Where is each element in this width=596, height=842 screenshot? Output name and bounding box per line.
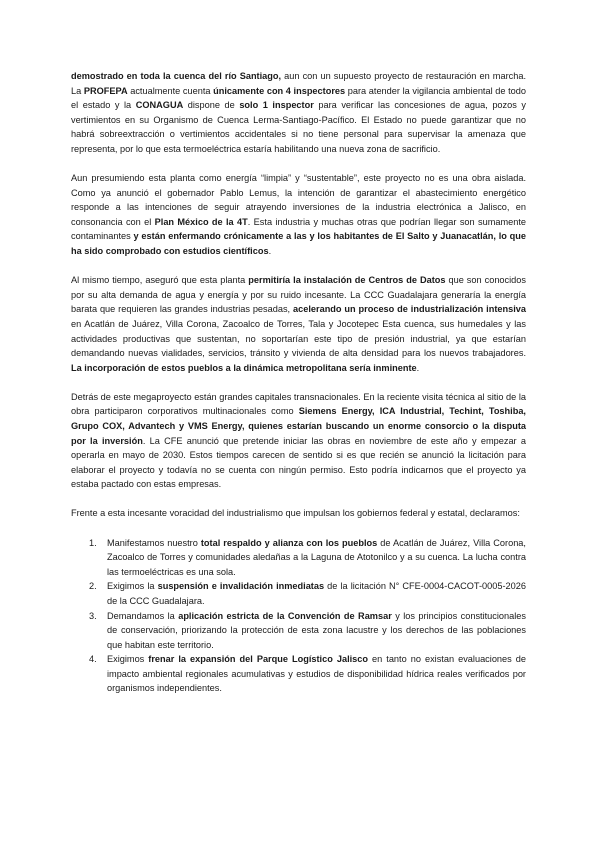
text-run: . Esta industria y muchas otras que podrían llegar son sumamente contaminantes	[71, 216, 526, 242]
bold-text-run: aplicación estricta de la Convención de Ramsar	[178, 610, 392, 621]
text-run: .	[268, 246, 272, 257]
text-run: Manifestamos nuestro	[107, 537, 201, 548]
text-run: para atender la vigilancia ambiental de todo el estado y la	[71, 85, 526, 111]
paragraph-declaration-intro	[71, 506, 526, 521]
demand-number: 4.	[89, 654, 97, 665]
text-run: de Acatlán de Juárez, Villa Corona, Zacoalco de Torres y comunidades aledañas a la Laguna de Atotonilco y a su cuenca. La lucha contra las termoeléctricas es una sola.	[107, 537, 526, 577]
demand-text	[107, 654, 526, 693]
paragraph-data-centers	[71, 273, 526, 375]
text-run: actualmente cuenta	[127, 85, 214, 96]
bold-text-run: total respaldo y alianza con los pueblos	[200, 537, 378, 548]
bold-text-run: acelerando un proceso de industrialización intensiva	[293, 304, 527, 315]
bold-text-run: Plan México de la 4T	[154, 216, 248, 227]
demand-text	[107, 611, 526, 650]
demand-number: 3.	[89, 610, 97, 621]
bold-text-run: permitiría la instalación de Centros de Datos	[248, 275, 446, 286]
text-run: Exigimos	[107, 654, 149, 665]
text-run: para verificar las concesiones de agua, pozos y vertimientos en su Organismo de Cuenca Lerma-Santiago-Pacífico. El Estado no puede garantizar que no habrá sobreextracción o vertimientos accidentales si no tiene personal para supervisar la amenaza que representa, por lo que esta termoeléctrica estaría habilitando una nueva zona de sacrificio.	[71, 100, 526, 154]
bold-text-run: demostrado en toda la cuenca del río Santiago,	[71, 71, 282, 81]
bold-text-run: suspensión e invalidación inmediatas	[157, 581, 325, 592]
text-run: en Acatlán de Juárez, Villa Corona, Zacoalco de Torres, Tala y Jocotepec Esta cuenca, sus humedales y las actividades productivas que sustentan, no soportarían este tipo de presión industrial, ya que estarían demandando nuevas vialidades, servicios, tránsito y vivienda de alta densidad para los nuevos trabajadores.	[71, 318, 526, 359]
demands-list	[71, 536, 526, 697]
text-run: Demandamos la	[107, 610, 179, 621]
bold-text-run: Siemens Energy, ICA Industrial, Techint, Toshiba, Grupo COX, Advantech y VMS Energy, quienes estarían buscando un enorme consorcio o la disputa por la inversión	[71, 406, 526, 446]
demand-item	[71, 579, 526, 608]
demand-text	[107, 538, 526, 577]
paragraph-clean-energy-claim	[71, 171, 526, 259]
bold-text-run: solo 1 inspector	[239, 100, 314, 111]
demand-item	[71, 652, 526, 696]
bold-text-run: La incorporación de estos pueblos a la dinámica metropolitana sería inminente	[71, 362, 417, 373]
text-run: en tanto no existan evaluaciones de impacto ambiental regionales acumulativas y estudios de disponibilidad hídrica reales verificados por organismos independientes.	[107, 654, 526, 694]
paragraph-transnational-capital	[71, 390, 526, 492]
text-run: aun con un supuesto proyecto de restauración en marcha. La	[71, 71, 526, 96]
bold-text-run: frenar la expansión del Parque Logístico Jalisco	[148, 654, 368, 665]
bold-text-run: CONAGUA	[135, 100, 184, 111]
text-run: Aun presumiendo esta planta como energía “limpia” y “sustentable”, este proyecto no es una obra aislada. Como ya anunció el gobernador Pablo Lemus, la intención de garantizar el abastecimiento energético responde a las intenciones de seguir atrayendo inversiones de la industria electrónica a Jalisco, en consonancia con el	[71, 173, 526, 227]
document-body	[71, 69, 526, 696]
demand-item	[71, 609, 526, 653]
text-run: dispone de	[183, 100, 240, 111]
bold-text-run: PROFEPA	[83, 85, 128, 96]
text-run: y los principios constitucionales de conservación, priorizando la protección de esta zona lacustre y los derechos de las poblaciones que habitan este territorio.	[107, 610, 527, 650]
text-run: Frente a esta incesante voracidad del industrialismo que impulsan los gobiernos federal y estatal, declaramos:	[71, 508, 520, 519]
paragraph-inspection-capacity	[71, 69, 526, 157]
text-run: Al mismo tiempo, aseguró que esta planta	[71, 275, 249, 286]
text-run: de la licitación N° CFE-0004-CACOT-0005-2026 de la CCC Guadalajara.	[107, 581, 526, 606]
text-run: .	[416, 362, 420, 373]
text-run: Detrás de este megaproyecto están grandes capitales transnacionales. En la reciente visita técnica al sitio de la obra participaron corporativos multinacionales como	[71, 391, 526, 417]
bold-text-run: únicamente con 4 inspectores	[213, 85, 346, 96]
demand-item	[71, 536, 526, 580]
text-run: Exigimos la	[107, 581, 158, 592]
bold-text-run: y están enfermando crónicamente a las y los habitantes de El Salto y Juanacatlán, lo que ha sido comprobado con estudios científicos	[71, 231, 526, 257]
demand-text	[107, 581, 526, 606]
demand-number: 1.	[89, 537, 97, 548]
demand-number: 2.	[89, 581, 97, 592]
text-run: . La CFE anunció que pretende iniciar las obras en noviembre de este año y empezar a operarla en mayo de 2030. Estos tiempos carecen de sentido si es que recién se anunció la licitación para elaborar el proyecto y todavía no se cuenta con ningún permiso. Esto podría indicarnos que el proyecto ya estaba pactado con estas empresas.	[71, 435, 526, 490]
text-run: que son conocidos por su alta demanda de agua y energía y por su ruido incesante. La CCC Guadalajara generaría la energía barata que requieren las grandes industrias pesadas,	[71, 275, 526, 315]
